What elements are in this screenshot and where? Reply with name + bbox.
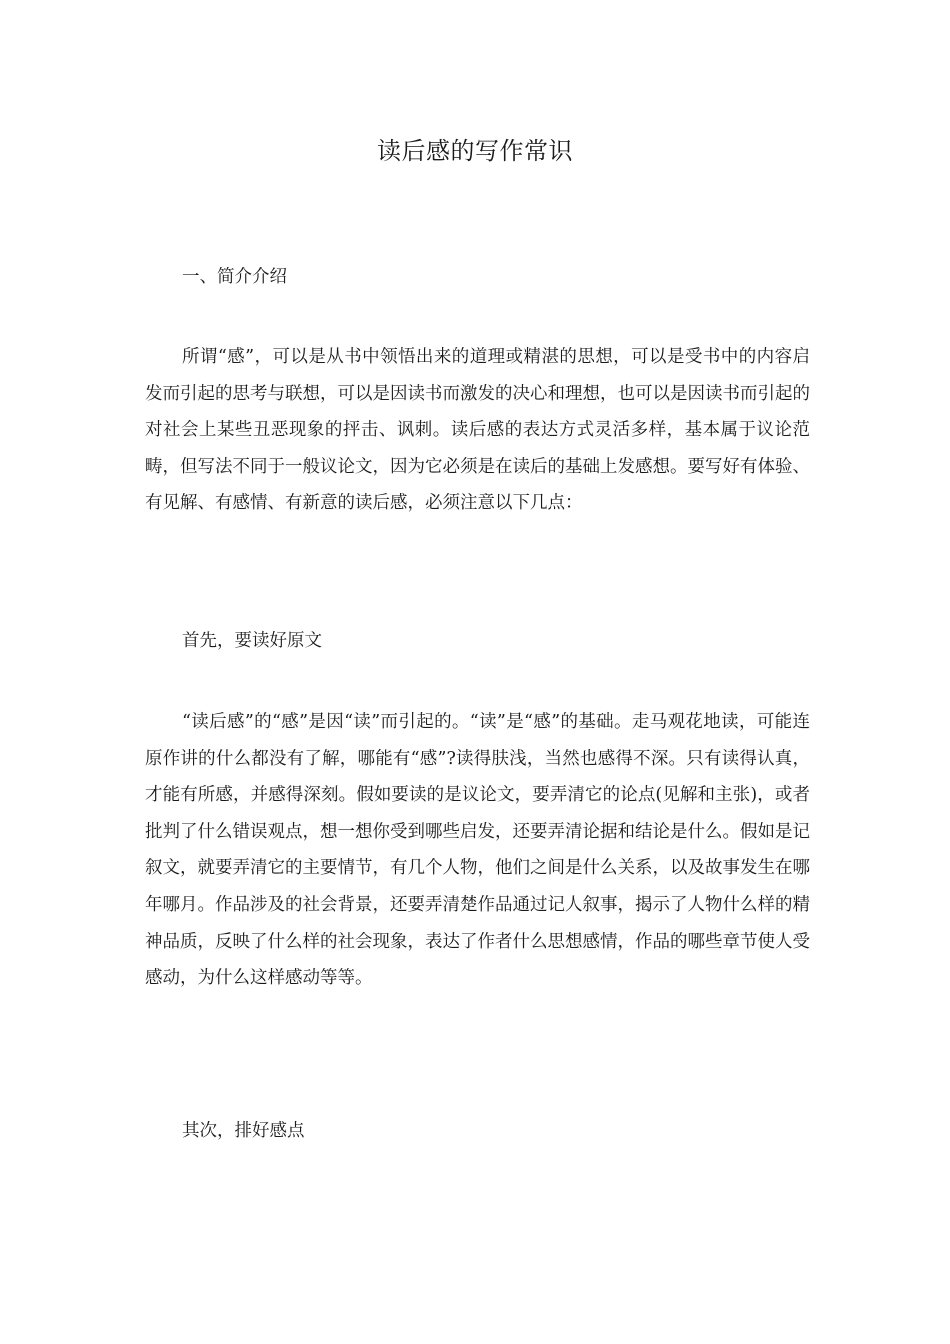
point1-paragraph: “读后感”的“感”是因“读”而引起的。“读”是“感”的基础。走马观花地读，可能连原作讲的什么都没有了解，哪能有“感”?读得肤浅，当然也感得不深。只有读得认真，才能有所感，并感得深刻。假如要读的是议论文，要弄清它的论点(见解和主张)，或者批判了什么错误观点，想一想你受到哪些启发，还要弄清论据和结论是什么。假如是记叙文，就要弄清它的主要情节，有几个人物，他们之间是什么关系，以及故事发生在哪年哪月。作品涉及的社会背景，还要弄清楚作品通过记人叙事，揭示了人物什么样的精神品质，反映了什么样的社会现象，表达了作者什么思想感情，作品的哪些章节使人受感动，为什么这样感动等等。 (145, 712, 810, 989)
point1-heading: 首先，要读好原文 (182, 631, 322, 651)
intro-paragraph: 所谓“感”，可以是从书中领悟出来的道理或精湛的思想，可以是受书中的内容启发而引起的思考与联想，可以是因读书而激发的决心和理想，也可以是因读书而引起的对社会上某些丑恶现象的抨击、讽刺。读后感的表达方式灵活多样，基本属于议论范畴，但写法不同于一般议论文，因为它必须是在读后的基础上发感想。要写好有体验、有见解、有感情、有新意的读后感，必须注意以下几点： (145, 347, 810, 514)
document-title: 读后感的写作常识 (377, 137, 573, 165)
point2-heading: 其次，排好感点 (182, 1121, 305, 1141)
section-heading-intro: 一、简介介绍 (182, 267, 287, 287)
